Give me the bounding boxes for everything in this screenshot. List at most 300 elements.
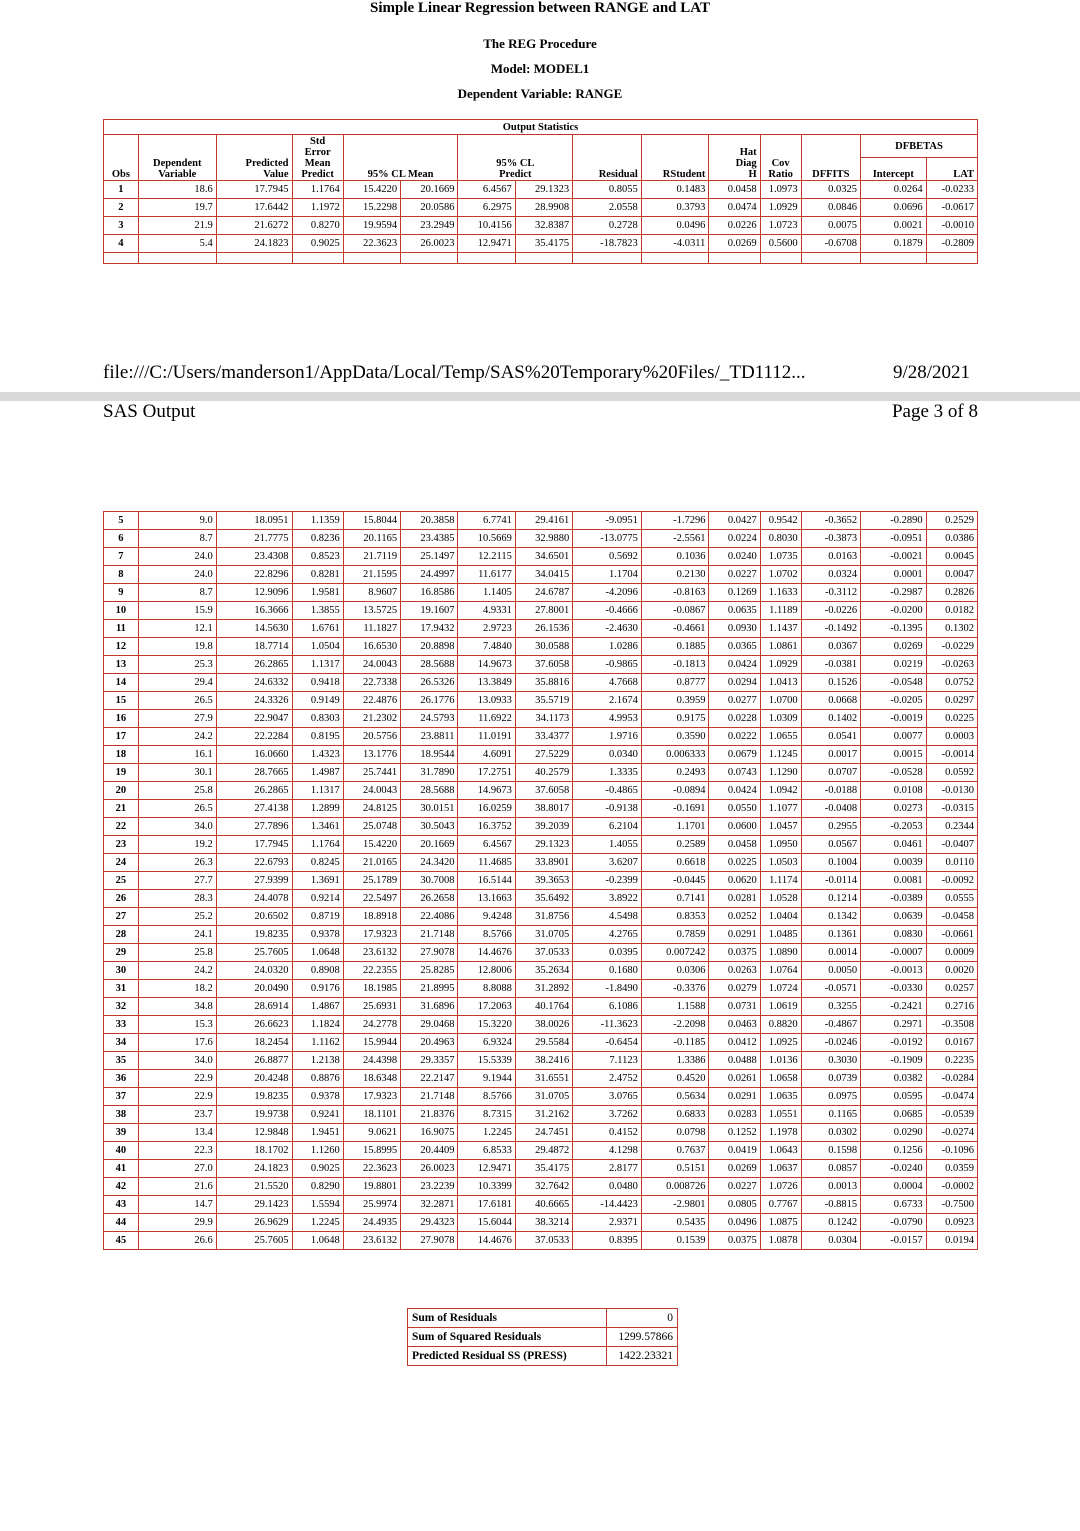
table-cell: 11.6177 [458, 566, 515, 584]
obs-cell: 38 [104, 1106, 139, 1124]
table-cell: 15.3 [138, 1016, 216, 1034]
table-row [104, 710, 978, 728]
model-label: Model: MODEL1 [490, 61, 590, 76]
table-cell: -0.0381 [801, 656, 860, 674]
table-cell: 0.2955 [801, 818, 860, 836]
table-cell: 29.1423 [216, 1196, 292, 1214]
table-cell: -4.0311 [641, 235, 709, 253]
table-cell: 15.4220 [343, 836, 400, 854]
table-cell: 0.9214 [292, 890, 343, 908]
col-dffits: DFFITS [801, 135, 860, 181]
table-cell: 0.0600 [709, 818, 760, 836]
table-cell: 0.0194 [926, 1232, 977, 1250]
table-cell: 0.8719 [292, 908, 343, 926]
table-cell: 1.3691 [292, 872, 343, 890]
obs-cell: 44 [104, 1214, 139, 1232]
table-cell: 23.6132 [343, 944, 400, 962]
table-cell: 12.2115 [458, 548, 515, 566]
table-cell: -11.3623 [573, 1016, 642, 1034]
table-cell: 0.0555 [926, 890, 977, 908]
table-cell: 1.1405 [458, 584, 515, 602]
table-cell: 0.0021 [861, 217, 927, 235]
table-cell: 25.7605 [216, 1232, 292, 1250]
table-cell: 14.5630 [216, 620, 292, 638]
table-cell: 1.1189 [760, 602, 801, 620]
table-cell: 0.0846 [801, 199, 860, 217]
table-cell: 1.4867 [292, 998, 343, 1016]
table-cell: 11.1827 [343, 620, 400, 638]
table-row [104, 638, 978, 656]
table-cell: 1.4055 [573, 836, 642, 854]
table-cell: 25.0748 [343, 818, 400, 836]
obs-cell: 31 [104, 980, 139, 998]
table-cell: 1.2899 [292, 800, 343, 818]
table-cell: 22.9047 [216, 710, 292, 728]
report-title: Simple Linear Regression between RANGE and LAT [369, 0, 711, 16]
table-cell: 1.0655 [760, 728, 801, 746]
table-cell: 2.9371 [573, 1214, 642, 1232]
table-cell: 1.4323 [292, 746, 343, 764]
table-cell: -0.0002 [926, 1178, 977, 1196]
table-cell: 0.007242 [641, 944, 709, 962]
table-cell: 26.2658 [401, 890, 458, 908]
table-cell: 11.0191 [458, 728, 515, 746]
table-cell: -0.0284 [926, 1070, 977, 1088]
table-cell: 0.0731 [709, 998, 760, 1016]
summary-label: Sum of Squared Residuals [408, 1328, 607, 1347]
table-cell: 31.8756 [515, 908, 572, 926]
table-cell: 16.6530 [343, 638, 400, 656]
table-cell: 16.3752 [458, 818, 515, 836]
table-cell: 29.1323 [515, 836, 572, 854]
obs-cell: 26 [104, 890, 139, 908]
table-cell: 21.7148 [401, 926, 458, 944]
table-row [104, 692, 978, 710]
table-cell: 1.1764 [292, 181, 343, 199]
table-cell: 19.8801 [343, 1178, 400, 1196]
col-std-error: Std Error Mean Predict [292, 135, 343, 181]
table-cell: 19.9738 [216, 1106, 292, 1124]
table-cell: 1.1245 [760, 746, 801, 764]
table-cell: 1.0635 [760, 1088, 801, 1106]
table-cell: 0.1879 [861, 235, 927, 253]
table-cell: 0.9025 [292, 1160, 343, 1178]
table-cell: 26.5326 [401, 674, 458, 692]
obs-cell: 40 [104, 1142, 139, 1160]
table-cell: 13.5725 [343, 602, 400, 620]
table-cell: 0.0412 [709, 1034, 760, 1052]
obs-cell: 28 [104, 926, 139, 944]
table-cell: 0.2493 [641, 764, 709, 782]
table-cell: 1.1317 [292, 782, 343, 800]
table-cell: 0.0306 [641, 962, 709, 980]
table-cell: 0.0269 [861, 638, 927, 656]
empty-cell [709, 253, 760, 264]
table-row [104, 1124, 978, 1142]
table-cell: 1.0658 [760, 1070, 801, 1088]
table-cell: -18.7823 [573, 235, 642, 253]
table-cell: 1.1764 [292, 836, 343, 854]
table-cell: 24.4078 [216, 890, 292, 908]
table-cell: -0.0617 [926, 199, 977, 217]
table-cell: 24.0320 [216, 962, 292, 980]
table-row [104, 1214, 978, 1232]
residual-summary-table [407, 1308, 678, 1366]
table-cell: 27.8001 [515, 602, 572, 620]
table-cell: 37.6058 [515, 656, 572, 674]
table-cell: 18.2454 [216, 1034, 292, 1052]
table-cell: 25.7441 [343, 764, 400, 782]
table-cell: 0.9175 [641, 710, 709, 728]
table-cell: 25.8285 [401, 962, 458, 980]
obs-cell: 5 [104, 512, 139, 530]
table-cell: 0.0668 [801, 692, 860, 710]
table-cell: 1.0929 [760, 199, 801, 217]
table-cell: -0.0389 [861, 890, 927, 908]
table-cell: -0.0188 [801, 782, 860, 800]
table-cell: 0.0424 [709, 656, 760, 674]
table-cell: 0.1885 [641, 638, 709, 656]
table-cell: 16.1 [138, 746, 216, 764]
obs-cell: 24 [104, 854, 139, 872]
table-cell: 1.0942 [760, 782, 801, 800]
table-cell: -2.4630 [573, 620, 642, 638]
table-cell: 16.0259 [458, 800, 515, 818]
table-cell: 24.6787 [515, 584, 572, 602]
table-cell: 6.1086 [573, 998, 642, 1016]
table-cell: 26.5 [138, 692, 216, 710]
table-cell: 28.5688 [401, 782, 458, 800]
table-cell: -0.9138 [573, 800, 642, 818]
obs-cell: 34 [104, 1034, 139, 1052]
table-cell: 24.4997 [401, 566, 458, 584]
table-cell: 0.8820 [760, 1016, 801, 1034]
table-cell: -0.0408 [801, 800, 860, 818]
table-cell: 39.2039 [515, 818, 572, 836]
table-cell: 13.1776 [343, 746, 400, 764]
col-lat: LAT [926, 158, 977, 181]
table-cell: 23.2239 [401, 1178, 458, 1196]
table-row [104, 1196, 978, 1214]
table-cell: 21.0165 [343, 854, 400, 872]
file-path: file:///C:/Users/manderson1/AppData/Local/Temp/SAS%20Temporary%20Files/_TD1112... [103, 362, 806, 383]
empty-cell [401, 253, 458, 264]
empty-cell [458, 253, 515, 264]
table-cell: -0.4666 [573, 602, 642, 620]
table-cell: 22.4086 [401, 908, 458, 926]
table-cell: 23.8811 [401, 728, 458, 746]
table-cell: 38.3214 [515, 1214, 572, 1232]
table-cell: 26.1536 [515, 620, 572, 638]
dfbetas-heading: DFBETAS [861, 135, 978, 158]
empty-cell [760, 253, 801, 264]
output-statistics-heading: Output Statistics [104, 120, 978, 135]
table-cell: 27.7 [138, 872, 216, 890]
table-cell: 0.0281 [709, 890, 760, 908]
table-cell: 1.1317 [292, 656, 343, 674]
table-cell: 1.0485 [760, 926, 801, 944]
table-cell: -0.0192 [861, 1034, 927, 1052]
table-row [104, 998, 978, 1016]
table-cell: 8.5766 [458, 926, 515, 944]
table-cell: 31.0705 [515, 926, 572, 944]
table-cell: 1.0735 [760, 548, 801, 566]
table-cell: 16.0660 [216, 746, 292, 764]
table-cell: 34.0 [138, 1052, 216, 1070]
table-cell: 29.4872 [515, 1142, 572, 1160]
table-cell: 28.9908 [515, 199, 572, 217]
table-cell: 25.1497 [401, 548, 458, 566]
table-cell: 0.0015 [861, 746, 927, 764]
summary-value: 0 [607, 1309, 678, 1328]
table-cell: -0.1185 [641, 1034, 709, 1052]
col-cl-predict: 95% CL Predict [458, 135, 573, 181]
table-cell: 1.9716 [573, 728, 642, 746]
obs-cell: 23 [104, 836, 139, 854]
table-cell: 0.0047 [926, 566, 977, 584]
table-cell: -0.0233 [926, 181, 977, 199]
table-cell: 29.5584 [515, 1034, 572, 1052]
obs-cell: 25 [104, 872, 139, 890]
table-cell: 29.3357 [401, 1052, 458, 1070]
table-cell: 0.3959 [641, 692, 709, 710]
table-cell: 0.4152 [573, 1124, 642, 1142]
table-cell: 35.4175 [515, 1160, 572, 1178]
table-cell: 31.0705 [515, 1088, 572, 1106]
table-row [104, 962, 978, 980]
table-cell: 14.7 [138, 1196, 216, 1214]
table-cell: -0.1492 [801, 620, 860, 638]
table-cell: 0.0228 [709, 710, 760, 728]
table-cell: 0.0290 [861, 1124, 927, 1142]
table-cell: 5.4 [138, 235, 216, 253]
table-cell: 0.0325 [801, 181, 860, 199]
table-cell: 1.6761 [292, 620, 343, 638]
table-cell: -0.0226 [801, 602, 860, 620]
table-cell: 25.1789 [343, 872, 400, 890]
table-cell: 2.1674 [573, 692, 642, 710]
table-cell: 34.0 [138, 818, 216, 836]
obs-cell: 2 [104, 199, 139, 217]
procedure-label: The REG Procedure [483, 36, 597, 51]
table-cell: -0.0014 [926, 746, 977, 764]
table-cell: 24.1823 [216, 1160, 292, 1178]
table-row [104, 217, 978, 235]
table-cell: 0.0291 [709, 926, 760, 944]
table-cell: 23.4385 [401, 530, 458, 548]
table-cell: -0.1909 [861, 1052, 927, 1070]
table-row [104, 1070, 978, 1088]
table-cell: 0.6833 [641, 1106, 709, 1124]
summary-row [408, 1347, 678, 1366]
table-cell: 17.2063 [458, 998, 515, 1016]
table-cell: 0.0386 [926, 530, 977, 548]
table-cell: 0.3793 [641, 199, 709, 217]
table-cell: 0.0488 [709, 1052, 760, 1070]
table-cell: 30.1 [138, 764, 216, 782]
table-cell: 33.4377 [515, 728, 572, 746]
table-cell: 27.7896 [216, 818, 292, 836]
table-cell: 1.0457 [760, 818, 801, 836]
obs-cell: 33 [104, 1016, 139, 1034]
table-cell: 4.2765 [573, 926, 642, 944]
table-cell: 1.0286 [573, 638, 642, 656]
table-cell: 27.9078 [401, 1232, 458, 1250]
table-cell: 22.9 [138, 1088, 216, 1106]
table-cell: 0.0752 [926, 674, 977, 692]
table-cell: 0.0227 [709, 566, 760, 584]
table-cell: 0.0017 [801, 746, 860, 764]
table-cell: 1.0861 [760, 638, 801, 656]
table-cell: -0.0571 [801, 980, 860, 998]
table-cell: -2.9801 [641, 1196, 709, 1214]
table-cell: 0.0340 [573, 746, 642, 764]
table-cell: 0.0474 [709, 199, 760, 217]
table-cell: 4.9953 [573, 710, 642, 728]
table-cell: 0.8245 [292, 854, 343, 872]
table-cell: 9.0621 [343, 1124, 400, 1142]
table-cell: -0.0894 [641, 782, 709, 800]
table-cell: 17.7945 [216, 836, 292, 854]
page-2 [0, 401, 1080, 1531]
table-cell: 1.2245 [292, 1214, 343, 1232]
table-cell: 0.0004 [861, 1178, 927, 1196]
table-cell: 34.1173 [515, 710, 572, 728]
table-cell: 22.2284 [216, 728, 292, 746]
table-cell: 6.2104 [573, 818, 642, 836]
obs-cell: 39 [104, 1124, 139, 1142]
table-cell: 24.8125 [343, 800, 400, 818]
obs-cell: 3 [104, 217, 139, 235]
table-row [104, 1052, 978, 1070]
table-cell: 1.0950 [760, 836, 801, 854]
table-cell: 1.0643 [760, 1142, 801, 1160]
col-cov-ratio: Cov Ratio [760, 135, 801, 181]
table-cell: -0.2399 [573, 872, 642, 890]
table-row [104, 1016, 978, 1034]
table-cell: 20.4963 [401, 1034, 458, 1052]
table-cell: 22.3623 [343, 1160, 400, 1178]
table-cell: 0.0075 [801, 217, 860, 235]
table-cell: 22.4876 [343, 692, 400, 710]
table-cell: 24.0 [138, 566, 216, 584]
table-cell: 19.1607 [401, 602, 458, 620]
table-cell: 0.0805 [709, 1196, 760, 1214]
table-cell: 0.4520 [641, 1070, 709, 1088]
table-cell: 16.8586 [401, 584, 458, 602]
summary-label: Predicted Residual SS (PRESS) [408, 1347, 607, 1366]
table-cell: 0.5435 [641, 1214, 709, 1232]
table-cell: 26.2865 [216, 656, 292, 674]
obs-cell: 35 [104, 1052, 139, 1070]
table-cell: 40.6665 [515, 1196, 572, 1214]
empty-cell [801, 253, 860, 264]
table-cell: 21.6272 [216, 217, 292, 235]
obs-cell: 36 [104, 1070, 139, 1088]
table-cell: -0.9865 [573, 656, 642, 674]
table-cell: -0.0315 [926, 800, 977, 818]
table-cell: 12.9471 [458, 235, 515, 253]
table-cell: 19.8235 [216, 926, 292, 944]
table-cell: 24.4935 [343, 1214, 400, 1232]
table-cell: -0.0240 [861, 1160, 927, 1178]
empty-cell [573, 253, 642, 264]
table-cell: -0.0790 [861, 1214, 927, 1232]
table-cell: 0.0020 [926, 962, 977, 980]
col-dependent: Dependent Variable [138, 135, 216, 181]
summary-value: 1299.57866 [607, 1328, 678, 1347]
table-cell: 11.6922 [458, 710, 515, 728]
table-cell: 0.0257 [926, 980, 977, 998]
table-cell: -0.0274 [926, 1124, 977, 1142]
table-cell: 1.0973 [760, 181, 801, 199]
table-cell: 0.0045 [926, 548, 977, 566]
table-cell: 27.9 [138, 710, 216, 728]
table-row [104, 746, 978, 764]
table-cell: 0.008726 [641, 1178, 709, 1196]
table-cell: 0.2130 [641, 566, 709, 584]
sas-output-label: SAS Output [103, 401, 196, 422]
table-cell: 22.9 [138, 1070, 216, 1088]
table-cell: 26.0023 [401, 235, 458, 253]
table-cell: 9.1944 [458, 1070, 515, 1088]
table-cell: 1.1701 [641, 818, 709, 836]
table-cell: 0.0252 [709, 908, 760, 926]
dependent-label: Dependent Variable: RANGE [457, 86, 623, 101]
table-cell: 0.0039 [861, 854, 927, 872]
table-cell: 0.1539 [641, 1232, 709, 1250]
table-cell: 24.0043 [343, 782, 400, 800]
table-row [104, 1178, 978, 1196]
table-cell: 1.1260 [292, 1142, 343, 1160]
table-cell: 14.4676 [458, 1232, 515, 1250]
table-cell: 9.4248 [458, 908, 515, 926]
obs-cell: 18 [104, 746, 139, 764]
empty-cell [515, 253, 572, 264]
table-cell: 0.1004 [801, 854, 860, 872]
table-cell: 0.5634 [641, 1088, 709, 1106]
table-cell: 18.8918 [343, 908, 400, 926]
table-cell: 0.0291 [709, 1088, 760, 1106]
table-row [104, 512, 978, 530]
table-cell: 0.0009 [926, 944, 977, 962]
table-cell: 1.0504 [292, 638, 343, 656]
table-cell: 0.9378 [292, 926, 343, 944]
table-cell: -1.7296 [641, 512, 709, 530]
table-cell: 24.3420 [401, 854, 458, 872]
table-cell: 28.7665 [216, 764, 292, 782]
obs-cell: 1 [104, 181, 139, 199]
table-cell: 29.0468 [401, 1016, 458, 1034]
table-cell: 34.6501 [515, 548, 572, 566]
table-row [104, 1232, 978, 1250]
table-cell: -0.0951 [861, 530, 927, 548]
print-date: 9/28/2021 [893, 362, 971, 383]
table-cell: 34.8 [138, 998, 216, 1016]
table-cell: 0.8395 [573, 1232, 642, 1250]
table-cell: 11.4685 [458, 854, 515, 872]
table-cell: 1.0648 [292, 1232, 343, 1250]
table-cell: 1.2138 [292, 1052, 343, 1070]
table-cell: 0.0279 [709, 980, 760, 998]
table-cell: 23.4308 [216, 548, 292, 566]
table-cell: 0.1526 [801, 674, 860, 692]
table-cell: -0.0021 [861, 548, 927, 566]
table-cell: 0.2344 [926, 818, 977, 836]
table-cell: 0.0264 [861, 181, 927, 199]
obs-cell: 27 [104, 908, 139, 926]
table-cell: -0.1096 [926, 1142, 977, 1160]
